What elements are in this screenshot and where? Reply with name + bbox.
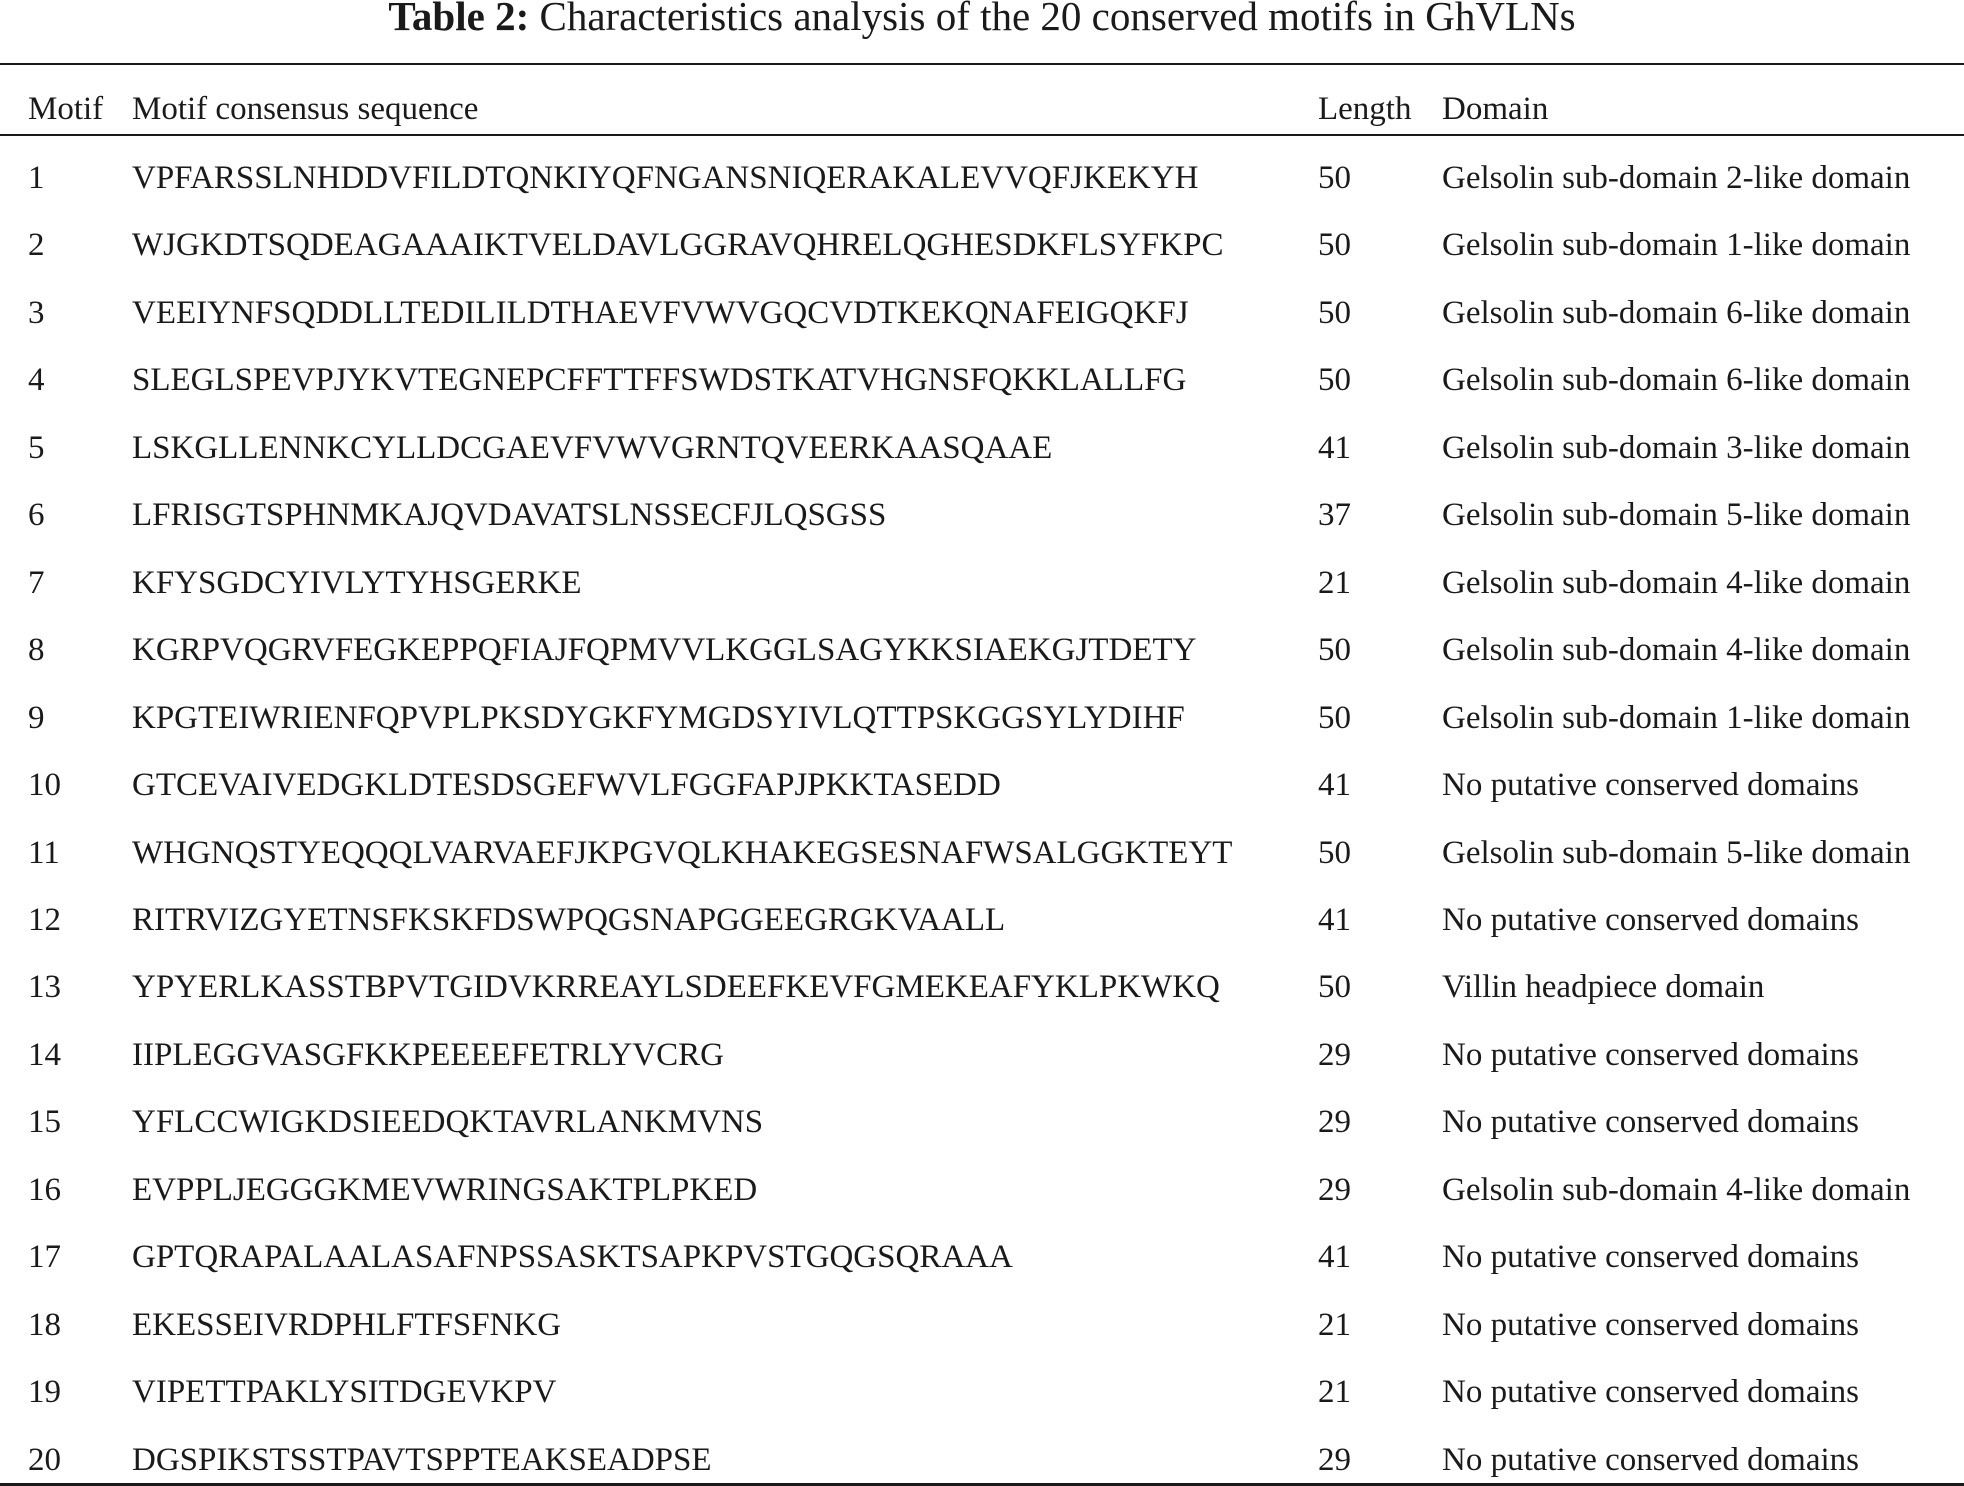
table-caption-label: Table 2: <box>388 0 530 39</box>
table-row <box>0 1035 1964 1075</box>
table-caption-text: Characteristics analysis of the 20 conserved motifs in GhVLNs <box>539 0 1576 39</box>
header-domain: Domain <box>1442 91 1549 127</box>
length-cell: 50 <box>1318 160 1351 196</box>
domain-cell: No putative conserved domains <box>1442 1104 1859 1141</box>
domain-cell: Gelsolin sub-domain 3-like domain <box>1442 429 1911 466</box>
domain-cell: No putative conserved domains <box>1442 1306 1859 1343</box>
length-cell: 37 <box>1318 497 1351 534</box>
domain-cell: No putative conserved domains <box>1442 1036 1859 1073</box>
motif-cell: 9 <box>28 699 45 736</box>
table-row <box>0 1372 1964 1412</box>
sequence-cell: EVPPLJEGGGKMEVWRINGSAKTPLPKED <box>132 1171 758 1208</box>
length-cell: 41 <box>1318 429 1351 466</box>
sequence-cell: YFLCCWIGKDSIEEDQKTAVRLANKMVNS <box>132 1104 764 1141</box>
sequence-cell: IIPLEGGVASGFKKPEEEEFETRLYVCRG <box>132 1036 724 1073</box>
motif-cell: 12 <box>28 902 61 938</box>
header-rule <box>0 134 1964 136</box>
table-row <box>0 900 1964 940</box>
domain-cell: No putative conserved domains <box>1442 1374 1859 1411</box>
length-cell: 50 <box>1318 227 1351 264</box>
length-cell: 29 <box>1318 1036 1351 1073</box>
domain-cell: Gelsolin sub-domain 6-like domain <box>1442 294 1911 331</box>
sequence-cell: SLEGLSPEVPJYKVTEGNEPCFFTTFFSWDSTKATVHGNSFQKKLALLFG <box>132 362 1187 399</box>
domain-cell: Gelsolin sub-domain 4-like domain <box>1442 632 1911 669</box>
domain-cell: Villin headpiece domain <box>1442 969 1765 1006</box>
sequence-cell: WJGKDTSQDEAGAAAIKTVELDAVLGGRAVQHRELQGHESDKFLSYFKPC <box>132 227 1224 264</box>
sequence-cell: YPYERLKASSTBPVTGIDVKRREAYLSDEEFKEVFGMEKEAFYKLPKWKQ <box>132 969 1220 1006</box>
sequence-cell: KFYSGDCYIVLYTYHSGERKE <box>132 564 582 601</box>
table-row <box>0 1305 1964 1345</box>
motif-cell: 6 <box>28 497 45 534</box>
top-rule <box>0 63 1964 65</box>
motif-cell: 20 <box>28 1441 61 1478</box>
motif-cell: 17 <box>28 1239 61 1276</box>
length-cell: 21 <box>1318 564 1351 601</box>
table-row <box>0 1440 1964 1480</box>
table-caption <box>0 0 1964 41</box>
header-length: Length <box>1318 91 1412 127</box>
sequence-cell: WHGNQSTYEQQQLVARVAEFJKPGVQLKHAKEGSESNAFWSALGGKTEYT <box>132 834 1233 871</box>
table-header-row <box>0 89 1964 129</box>
domain-cell: No putative conserved domains <box>1442 902 1859 938</box>
length-cell: 50 <box>1318 294 1351 331</box>
length-cell: 50 <box>1318 969 1351 1006</box>
sequence-cell: VEEIYNFSQDDLLTEDILILDTHAEVFVWVGQCVDTKEKQNAFEIGQKFJ <box>132 294 1189 331</box>
sequence-cell: RITRVIZGYETNSFKSKFDSWPQGSNAPGGEEGRGKVAALL <box>132 902 1006 938</box>
domain-cell: Gelsolin sub-domain 4-like domain <box>1442 564 1911 601</box>
table-row <box>0 1237 1964 1277</box>
domain-cell: No putative conserved domains <box>1442 1239 1859 1276</box>
domain-cell: Gelsolin sub-domain 1-like domain <box>1442 227 1911 264</box>
domain-cell: No putative conserved domains <box>1442 1441 1859 1478</box>
domain-cell: No putative conserved domains <box>1442 767 1859 804</box>
sequence-cell: EKESSEIVRDPHLFTFSFNKG <box>132 1306 562 1343</box>
length-cell: 21 <box>1318 1306 1351 1343</box>
sequence-cell: LFRISGTSPHNMKAJQVDAVATSLNSSECFJLQSGSS <box>132 497 887 534</box>
sequence-cell: VIPETTPAKLYSITDGEVKPV <box>132 1374 557 1411</box>
motif-cell: 15 <box>28 1104 61 1141</box>
sequence-cell: DGSPIKSTSSTPAVTSPPTEAKSEADPSE <box>132 1441 712 1478</box>
length-cell: 41 <box>1318 767 1351 804</box>
length-cell: 29 <box>1318 1441 1351 1478</box>
table-row <box>0 360 1964 400</box>
table-row <box>0 967 1964 1007</box>
length-cell: 21 <box>1318 1374 1351 1411</box>
motif-cell: 7 <box>28 564 45 601</box>
motif-cell: 5 <box>28 429 45 466</box>
sequence-cell: KPGTEIWRIENFQPVPLPKSDYGKFYMGDSYIVLQTTPSKGGSYLYDIHF <box>132 699 1185 736</box>
length-cell: 29 <box>1318 1104 1351 1141</box>
table-row <box>0 563 1964 603</box>
header-sequence: Motif consensus sequence <box>132 91 479 127</box>
domain-cell: Gelsolin sub-domain 5-like domain <box>1442 834 1911 871</box>
motif-cell: 2 <box>28 227 45 264</box>
table-row <box>0 765 1964 805</box>
domain-cell: Gelsolin sub-domain 1-like domain <box>1442 699 1911 736</box>
table-row <box>0 225 1964 265</box>
table-row <box>0 1170 1964 1210</box>
domain-cell: Gelsolin sub-domain 2-like domain <box>1442 160 1911 196</box>
motif-cell: 13 <box>28 969 61 1006</box>
length-cell: 41 <box>1318 902 1351 938</box>
motif-cell: 8 <box>28 632 45 669</box>
table-row <box>0 495 1964 535</box>
length-cell: 50 <box>1318 699 1351 736</box>
sequence-cell: LSKGLLENNKCYLLDCGAEVFVWVGRNTQVEERKAASQAAE <box>132 429 1053 466</box>
sequence-cell: GPTQRAPALAALASAFNPSSASKTSAPKPVSTGQGSQRAAA <box>132 1239 1013 1276</box>
motif-cell: 3 <box>28 294 45 331</box>
table-row <box>0 158 1964 198</box>
motif-cell: 10 <box>28 767 61 804</box>
table-row <box>0 630 1964 670</box>
length-cell: 50 <box>1318 834 1351 871</box>
motif-cell: 19 <box>28 1374 61 1411</box>
sequence-cell: GTCEVAIVEDGKLDTESDSGEFWVLFGGFAPJPKKTASEDD <box>132 767 1001 804</box>
motif-cell: 1 <box>28 160 45 196</box>
length-cell: 29 <box>1318 1171 1351 1208</box>
domain-cell: Gelsolin sub-domain 4-like domain <box>1442 1171 1911 1208</box>
header-motif: Motif <box>28 91 104 127</box>
table-row <box>0 293 1964 333</box>
table-row <box>0 698 1964 738</box>
motif-cell: 16 <box>28 1171 61 1208</box>
length-cell: 50 <box>1318 362 1351 399</box>
sequence-cell: KGRPVQGRVFEGKEPPQFIAJFQPMVVLKGGLSAGYKKSIAEKGJTDETY <box>132 632 1197 669</box>
length-cell: 50 <box>1318 632 1351 669</box>
table-row <box>0 1102 1964 1142</box>
length-cell: 41 <box>1318 1239 1351 1276</box>
table-row <box>0 428 1964 468</box>
motif-cell: 18 <box>28 1306 61 1343</box>
sequence-cell: VPFARSSLNHDDVFILDTQNKIYQFNGANSNIQERAKALEVVQFJKEKYH <box>132 160 1199 196</box>
motif-cell: 4 <box>28 362 45 399</box>
domain-cell: Gelsolin sub-domain 6-like domain <box>1442 362 1911 399</box>
motif-cell: 14 <box>28 1036 61 1073</box>
domain-cell: Gelsolin sub-domain 5-like domain <box>1442 497 1911 534</box>
table-row <box>0 833 1964 873</box>
motif-cell: 11 <box>28 834 60 871</box>
